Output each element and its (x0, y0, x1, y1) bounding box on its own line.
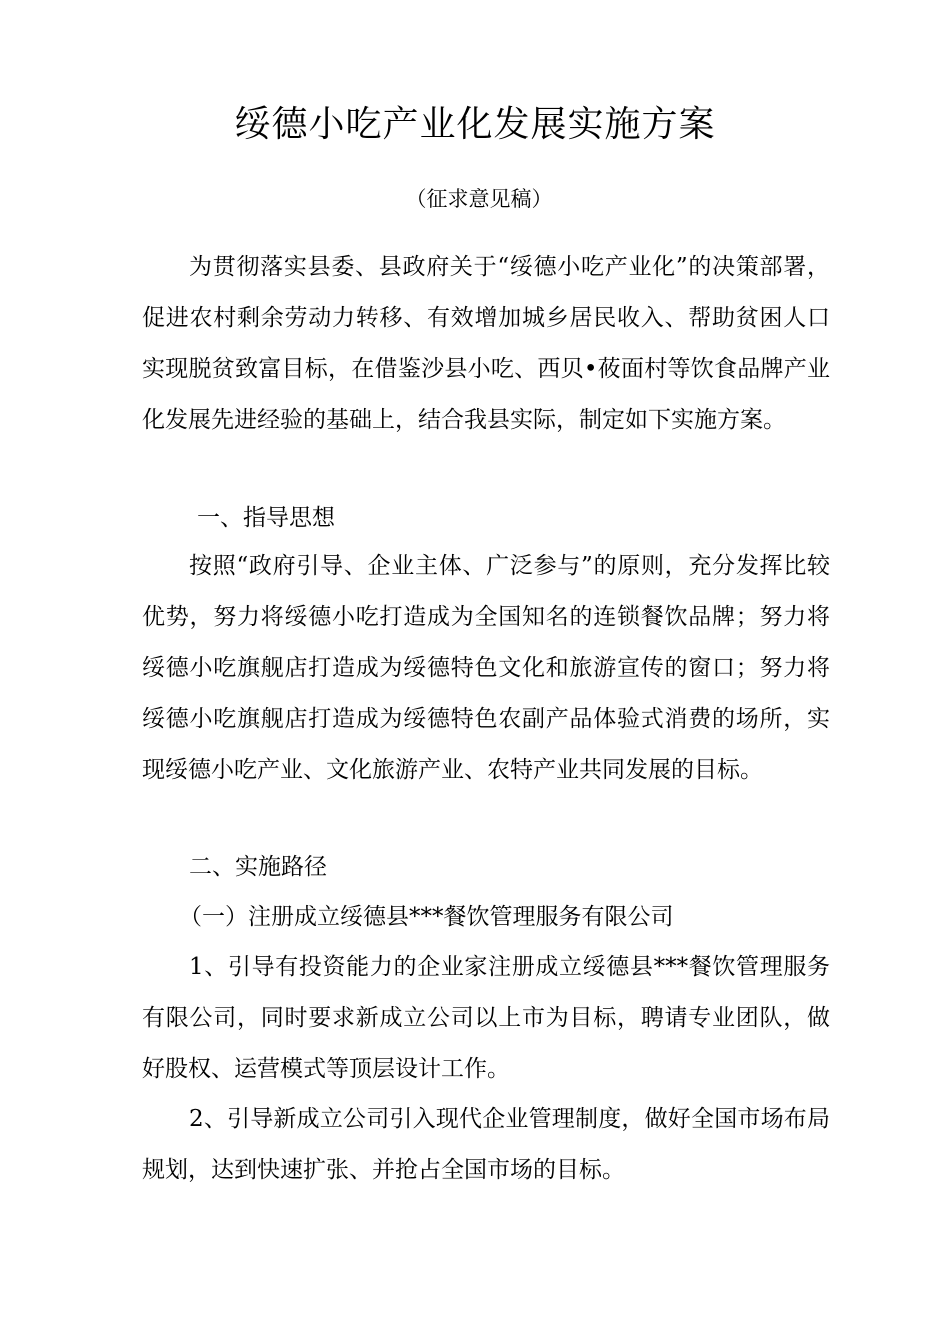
document-title: 绥德小吃产业化发展实施方案 (234, 104, 716, 145)
section-1-block (142, 541, 830, 796)
subsection-1-heading: （一）注册成立绥德县***餐饮管理服务有限公司 (179, 904, 674, 930)
intro-paragraph-block (142, 242, 830, 446)
section-1-paragraph: 按照“政府引导、企业主体、广泛参与”的原则，充分发挥比较优势，努力将绥德小吃打造成为全国知名的连锁餐饮品牌；努力将绥德小吃旗舰店打造成为绥德特色文化和旅游宣传的窗口；努力将绥德小吃旗舰店打造成为绥德特色农副产品体验式消费的场所，实现绥德小吃产业、文化旅游产业、农特产业共同发展的目标。 (142, 553, 830, 783)
section-1-heading: 一、指导思想 (197, 505, 335, 531)
intro-paragraph: 为贯彻落实县委、县政府关于“绥德小吃产业化”的决策部署，促进农村剩余劳动力转移、有效增加城乡居民收入、帮助贫困人口实现脱贫致富目标，在借鉴沙县小吃、西贝•莜面村等饮食品牌产业化发展先进经验的基础上，结合我县实际，制定如下实施方案。 (142, 254, 830, 433)
item-1-paragraph: 1、引导有投资能力的企业家注册成立绥德县***餐饮管理服务有限公司，同时要求新成立公司以上市为目标，聘请专业团队，做好股权、运营模式等顶层设计工作。 (142, 954, 830, 1082)
section-2-heading: 二、实施路径 (189, 854, 327, 880)
document-subtitle: （征求意见稿） (405, 187, 553, 211)
item-2-block (142, 1094, 830, 1196)
item-1-block (142, 942, 830, 1095)
item-2-paragraph: 2、引导新成立公司引入现代企业管理制度，做好全国市场布局规划，达到快速扩张、并抢占全国市场的目标。 (142, 1106, 830, 1183)
